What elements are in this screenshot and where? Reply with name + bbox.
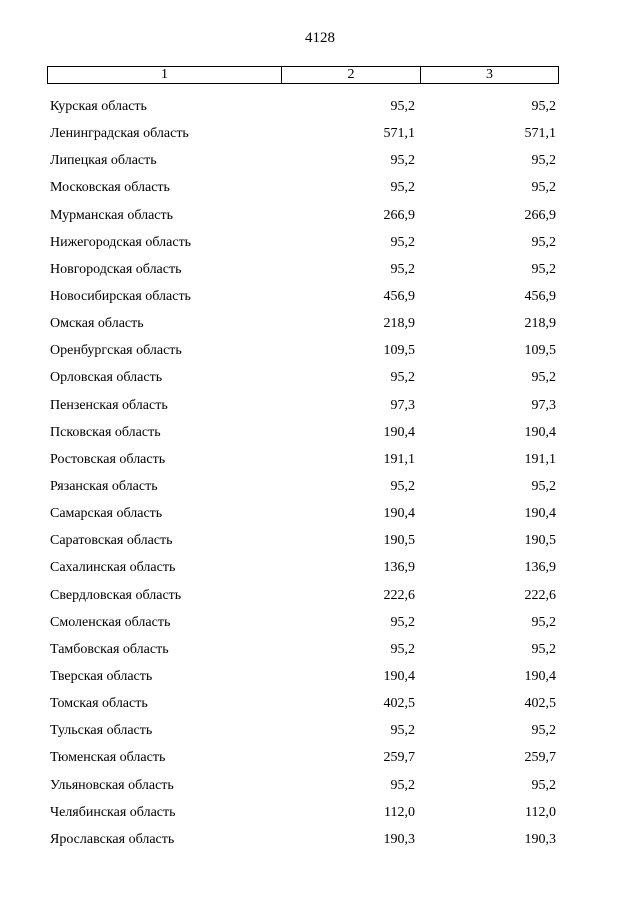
table-row [0,446,640,473]
value-col-2: 190,3 [383,831,415,847]
region-name: Оренбургская область [50,343,182,359]
value-col-3: 190,3 [524,831,556,847]
value-col-2: 456,9 [383,288,415,304]
value-col-3: 95,2 [531,180,556,196]
value-col-2: 190,4 [383,506,415,522]
value-col-2: 191,1 [383,451,415,467]
region-name: Челябинская область [50,804,176,820]
value-col-2: 95,2 [390,180,415,196]
table-row [0,582,640,609]
table-row [0,772,640,799]
value-col-2: 259,7 [383,750,415,766]
table-body [0,93,640,853]
table-row [0,392,640,419]
table-row [0,93,640,120]
table-row [0,527,640,554]
table-row [0,337,640,364]
value-col-2: 136,9 [383,560,415,576]
region-name: Ярославская область [50,831,175,847]
value-col-3: 95,2 [531,723,556,739]
value-col-3: 97,3 [531,397,556,413]
value-col-2: 97,3 [390,397,415,413]
header-col-3: 3 [486,67,493,82]
value-col-3: 95,2 [531,777,556,793]
table-row [0,147,640,174]
table-row [0,609,640,636]
value-col-2: 266,9 [383,207,415,223]
region-name: Новгородская область [50,261,182,277]
table-row [0,500,640,527]
value-col-2: 112,0 [384,804,415,820]
value-col-3: 95,2 [531,99,556,114]
header-col-1: 1 [48,67,282,83]
value-col-2: 190,4 [383,668,415,684]
table-row [0,636,640,663]
region-name: Пензенская область [50,397,168,413]
value-col-2: 95,2 [390,478,415,494]
table-row [0,120,640,147]
header-col-2: 2 [282,67,421,83]
region-name: Московская область [50,180,170,196]
region-name: Рязанская область [50,478,158,494]
region-name: Самарская область [50,506,163,522]
value-col-3: 259,7 [524,750,556,766]
value-col-2: 218,9 [383,316,415,332]
region-name: Ленинградская область [50,126,189,142]
value-col-3: 222,6 [524,587,556,603]
value-col-3: 190,4 [524,424,556,440]
value-col-2: 402,5 [383,696,415,712]
table-row [0,717,640,744]
region-name: Томская область [50,696,148,712]
region-name: Свердловская область [50,587,182,603]
value-col-3: 95,2 [531,614,556,630]
value-col-3: 190,4 [524,668,556,684]
table-row [0,283,640,310]
value-col-3: 95,2 [531,153,556,169]
value-col-2: 95,2 [390,723,415,739]
value-col-2: 190,5 [383,533,415,549]
region-name: Омская область [50,316,144,332]
table-row [0,174,640,201]
table-row [0,419,640,446]
region-name: Сахалинская область [50,560,176,576]
value-col-2: 190,4 [383,424,415,440]
table-row [0,554,640,581]
value-col-3: 95,2 [531,478,556,494]
value-col-2: 95,2 [390,777,415,793]
value-col-2: 95,2 [390,153,415,169]
value-col-3: 95,2 [531,370,556,386]
region-name: Ростовская область [50,451,166,467]
table-row [0,744,640,771]
value-col-2: 95,2 [390,234,415,250]
value-col-3: 456,9 [524,288,556,304]
table-row [0,663,640,690]
value-col-2: 95,2 [390,99,415,114]
table-row [0,473,640,500]
value-col-3: 95,2 [531,234,556,250]
value-col-3: 191,1 [524,451,556,467]
value-col-3: 112,0 [525,804,556,820]
value-col-3: 95,2 [531,261,556,277]
region-name: Тверская область [50,668,153,684]
table-row [0,690,640,717]
value-col-3: 402,5 [524,696,556,712]
value-col-2: 95,2 [390,641,415,657]
region-name: Орловская область [50,370,163,386]
table-row [0,310,640,337]
region-name: Псковская область [50,424,161,440]
table-row [0,826,640,853]
value-col-2: 109,5 [383,343,415,359]
table-row [0,229,640,256]
value-col-3: 190,4 [524,506,556,522]
page-number: 4128 [305,30,335,46]
region-name: Тульская область [50,723,153,739]
value-col-3: 190,5 [524,533,556,549]
region-name: Ульяновская область [50,777,174,793]
value-col-3: 109,5 [524,343,556,359]
value-col-2: 95,2 [390,261,415,277]
region-name: Тюменская область [50,750,166,766]
value-col-3: 136,9 [524,560,556,576]
value-col-2: 222,6 [383,587,415,603]
value-col-3: 266,9 [524,207,556,223]
region-name: Смоленская область [50,614,171,630]
region-name: Мурманская область [50,207,174,223]
value-col-3: 571,1 [524,126,556,142]
value-col-2: 95,2 [390,614,415,630]
table-header [47,66,559,84]
region-name: Нижегородская область [50,234,192,250]
value-col-2: 95,2 [390,370,415,386]
table-row [0,256,640,283]
region-name: Липецкая область [50,153,157,169]
table-row [0,202,640,229]
value-col-3: 218,9 [524,316,556,332]
table-row [0,364,640,391]
value-col-2: 571,1 [383,126,415,142]
region-name: Курская область [50,99,147,114]
region-name: Тамбовская область [50,641,169,657]
value-col-3: 95,2 [531,641,556,657]
table-row [0,799,640,826]
region-name: Новосибирская область [50,288,191,304]
region-name: Саратовская область [50,533,173,549]
